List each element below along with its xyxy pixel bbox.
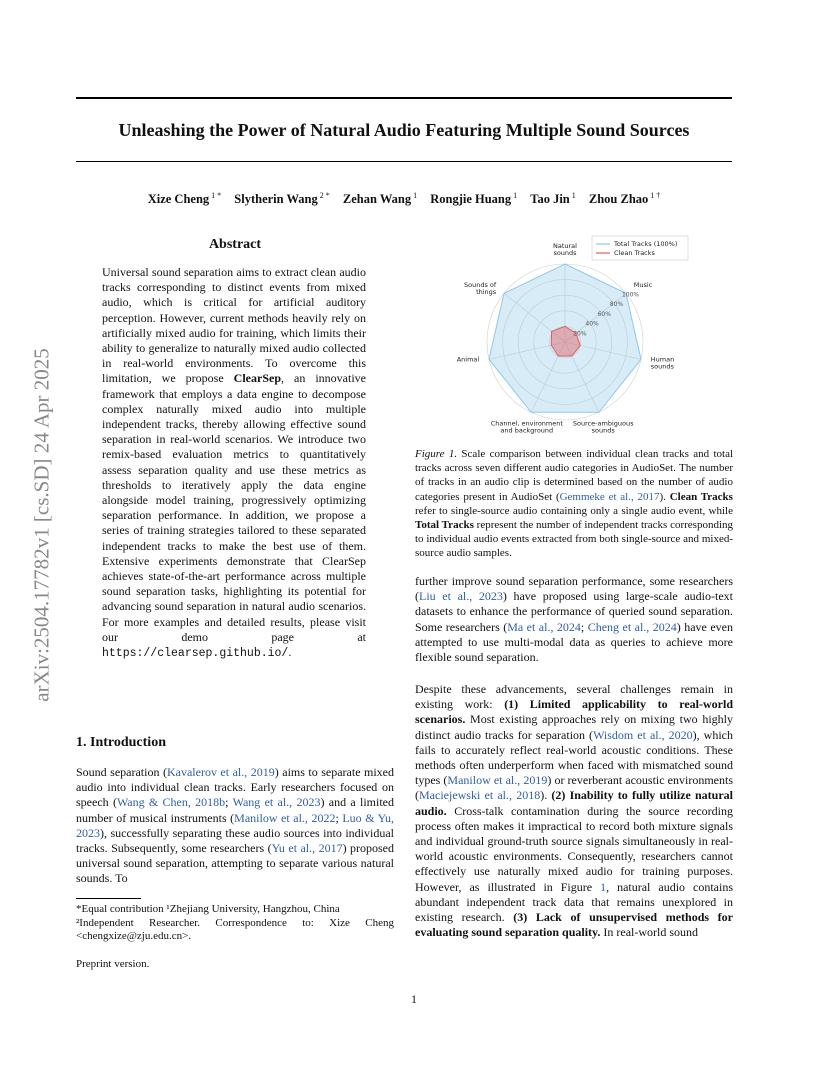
axis-label: Animal <box>456 355 480 364</box>
right-paragraph-2: Despite these advancements, several challenges remain in existing work: (1) Limited applicability to real-world scenarios. Most existing approaches rely on mixing two highly distinct audio tracks for separation (Wisdom et al., 2020), which fails to accurately reflect real-world acoustic conditions. These methods often underperform when faced with mismatched sound types (Manilow et al., 2019) or reverberant acoustic environments (Maciejewski et al., 2018). (2) Inability to fully utilize natural audio. Cross-talk contamination during the source recording process often makes it impractical to record both mixture signals and individual ground-truth source signals simultaneously in real-world acoustic environments. Consequently, researchers cannot effectively use naturally mixed audio for training purposes. However, as illustrated in Figure 1, natural audio contains abundant independent track data that remains unexplored in existing research. (3) Lack of unsupervised methods for evaluating sound separation quality. In real-world sound <box>415 682 734 940</box>
top-rule <box>76 97 732 99</box>
citation-link[interactable]: Manilow et al., 2019 <box>447 773 548 788</box>
author: Zhou Zhao $^{1 \dagger}$ <box>588 191 661 207</box>
ring-label: 80% <box>609 301 624 309</box>
footnote: *Equal contribution ¹Zhejiang University, Hangzhou, China ²Independent Researcher. Correspondence to: Xize Cheng <chengxize@zju.edu.cn>. <box>76 903 394 942</box>
intro-paragraph: Sound separation (Kavalerov et al., 2019) aims to separate mixed audio into individual clean tracks. Early researchers focused on speech (Wang & Chen, 2018b; Wang et al., 2023) and a limited number of musical instruments (Manilow et al., 2022; Luo & Yu, 2023), successfully separating these audio sources into individual tracks. Subsequently, some researchers (Yu et al., 2017) proposed universal sound separation, attempting to separate various natural sounds. To <box>76 765 395 886</box>
author: Xize Cheng $^{1 *}$ <box>147 191 222 207</box>
legend-entry: Clean Tracks <box>614 249 655 258</box>
figure-caption: Figure 1. Scale comparison between individual clean tracks and total tracks across seven different audio categories in AudioSet. The number of tracks in an audio clip is determined based on the number of audio categories present in AudioSet (Gemmeke et al., 2017). Clean Tracks refer to single-source audio containing only a single audio event, while Total Tracks represent the number of independent tracks corresponding to individual audio events extracted from both single-source and mixed-source audio samples. <box>415 448 734 560</box>
axis-label: Source-ambiguous sounds <box>572 419 634 435</box>
method-name: ClearSep <box>233 371 281 386</box>
legend-entry: Total Tracks (100%) <box>614 240 678 249</box>
citation-link[interactable]: Luo & Yu, 2023 <box>76 810 394 840</box>
citation-link[interactable]: Cheng et al., 2024 <box>587 619 677 634</box>
right-paragraph-1: further improve sound separation performance, some researchers (Liu et al., 2023) have proposed using large-scale audio-text datasets to enhance the performance of queried sound separation. Some researchers (Ma et al., 2024; Cheng et al., 2024) have even attempted to use multi-modal data as queries to achieve more flexible sound separation. <box>415 574 734 665</box>
axis-label: Human sounds <box>650 355 675 371</box>
author: Rongjie Huang $^1$ <box>430 191 518 207</box>
author: Zehan Wang $^1$ <box>342 191 418 207</box>
citation-link[interactable]: Kavalerov et al., 2019 <box>166 765 275 779</box>
citation-link[interactable]: Wang et al., 2023 <box>232 795 321 810</box>
ring-label: 100% <box>621 291 640 299</box>
abstract-body: Universal sound separation aims to extract clean audio tracks corresponding to distinct events from mixed audio, which is critical for artificial auditory perception. However, current methods heavily rely on artificially mixed audio for training, which limits their ability to generalize to naturally mixed audio collected in real-world environments. To overcome this limitation, we propose ClearSep, an innovative framework that employs a data engine to decompose complex naturally mixed audio into multiple independent tracks, thereby allowing effective sound separation in real-world scenarios. We introduce two remix-based evaluation metrics to quantitatively assess separation quality and use these metrics as thresholds to iteratively apply the data engine alongside model training, progressively optimizing separation performance. In addition, we propose a series of training strategies tailored to these separated independent tracks to make the best use of them. Extensive experiments demonstrate that ClearSep achieves state-of-the-art performance across multiple sound separation tasks, highlighting its potential for advancing sound separation in natural audio scenarios. For more examples and detailed results, please visit our demo page at https://clearsep.github.io/. <box>102 265 366 661</box>
axis-label: Sounds of things <box>464 281 497 297</box>
ring-label: 20% <box>573 330 587 338</box>
chart-legend <box>592 236 688 260</box>
footnote-rule <box>76 898 141 899</box>
citation-link[interactable]: Wang & Chen, 2018b <box>116 795 226 810</box>
author: Tao Jin $^1$ <box>530 191 576 207</box>
citation-link[interactable]: Yu et al., 2017 <box>271 841 343 856</box>
arxiv-sidebar: arXiv:2504.17782v1 [cs.SD] 24 Apr 2025 <box>29 348 54 702</box>
ring-label: 60% <box>597 310 611 318</box>
axis-label: Channel, environment and background <box>490 419 563 435</box>
section-heading-introduction: 1. Introduction <box>76 735 166 750</box>
figure-ref-link[interactable]: 1 <box>600 879 607 894</box>
citation-link[interactable]: Ma et al., 2024 <box>507 619 581 634</box>
radar-series <box>489 264 641 412</box>
citation-link[interactable]: Gemmeke et al., 2017 <box>559 490 660 503</box>
axis-label: Natural sounds <box>553 242 577 257</box>
preprint-note: Preprint version. <box>76 958 150 970</box>
citation-link[interactable]: Manilow et al., 2022 <box>234 810 336 825</box>
abstract-heading: Abstract <box>208 237 262 252</box>
author-list <box>76 191 732 207</box>
paper-title: Unleashing the Power of Natural Audio Featuring Multiple Sound Sources <box>118 120 690 140</box>
ring-label: 40% <box>585 320 599 328</box>
citation-link[interactable]: Liu et al., 2023 <box>419 589 503 604</box>
title-bottom-rule <box>76 161 732 162</box>
radar-chart <box>440 232 700 442</box>
citation-link[interactable]: Wisdom et al., 2020 <box>593 727 693 742</box>
author: Slytherin Wang $^{2 *}$ <box>234 191 330 207</box>
axis-label: Music <box>633 281 653 290</box>
citation-link[interactable]: Maciejewski et al., 2018 <box>419 788 541 803</box>
page-number: 1 <box>411 992 417 1006</box>
demo-link[interactable]: https://clearsep.github.io/ <box>102 647 289 661</box>
